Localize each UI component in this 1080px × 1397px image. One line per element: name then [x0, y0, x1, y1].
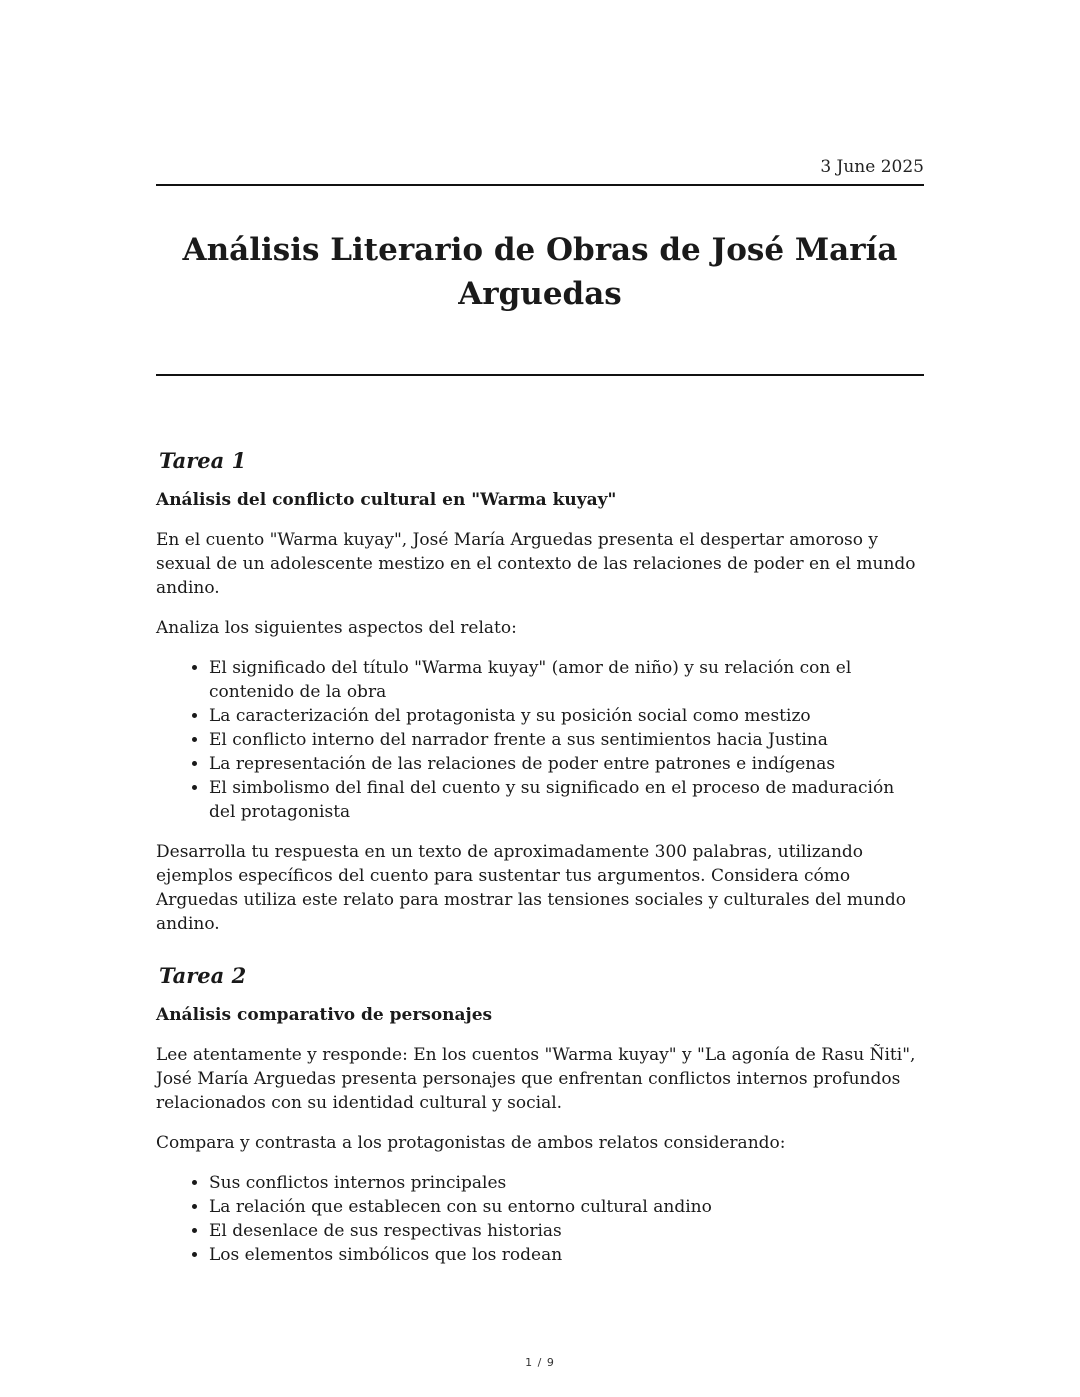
task-2 [156, 961, 924, 1267]
document-title: Análisis Literario de Obras de José María Arguedas [182, 232, 898, 312]
document-date: 3 June 2025 [820, 157, 924, 177]
document-page [156, 0, 924, 1397]
task-2-heading: Tarea 2 [159, 963, 247, 988]
list-item: • La relación que establecen con su entorno cultural andino [209, 1195, 924, 1219]
task-1-prompt: Analiza los siguientes aspectos del relato: [156, 618, 517, 638]
list-item: • Sus conflictos internos principales [209, 1171, 924, 1195]
title-rule [156, 374, 924, 376]
task-1 [156, 446, 924, 936]
list-item: • La representación de las relaciones de poder entre patrones e indígenas [209, 752, 924, 776]
task-1-heading: Tarea 1 [159, 448, 247, 473]
task-2-intro: Lee atentamente y responde: En los cuentos "Warma kuyay" y "La agonía de Rasu Ñiti", José María Arguedas presenta personajes que enfrentan conflictos internos profundos relacionados con su identidad cultural y social. [156, 1045, 916, 1113]
task-2-subheading: Análisis comparativo de personajes [156, 1005, 493, 1025]
task-2-prompt: Compara y contrasta a los protagonistas de ambos relatos considerando: [156, 1133, 786, 1153]
list-item: • Los elementos simbólicos que los rodean [209, 1243, 924, 1267]
task-1-list [156, 656, 924, 824]
header-rule [156, 184, 924, 186]
list-item: • El conflicto interno del narrador frente a sus sentimientos hacia Justina [209, 728, 924, 752]
list-item: • El desenlace de sus respectivas historias [209, 1219, 924, 1243]
task-2-list [156, 1171, 924, 1267]
page-number: 1 / 9 [525, 1356, 555, 1369]
task-1-closing: Desarrolla tu respuesta en un texto de aproximadamente 300 palabras, utilizando ejemplos específicos del cuento para sustentar tus argumentos. Considera cómo Arguedas utiliza este relato para mostrar las tensiones sociales y culturales del mundo andino. [156, 842, 906, 934]
list-item: • El simbolismo del final del cuento y su significado en el proceso de maduración del protagonista [209, 776, 924, 824]
list-item: • El significado del título "Warma kuyay" (amor de niño) y su relación con el contenido de la obra [209, 656, 924, 704]
task-1-intro: En el cuento "Warma kuyay", José María Arguedas presenta el despertar amoroso y sexual de un adolescente mestizo en el contexto de las relaciones de poder en el mundo andino. [156, 530, 916, 598]
task-1-subheading: Análisis del conflicto cultural en "Warma kuyay" [156, 490, 617, 510]
list-item: • La caracterización del protagonista y su posición social como mestizo [209, 704, 924, 728]
